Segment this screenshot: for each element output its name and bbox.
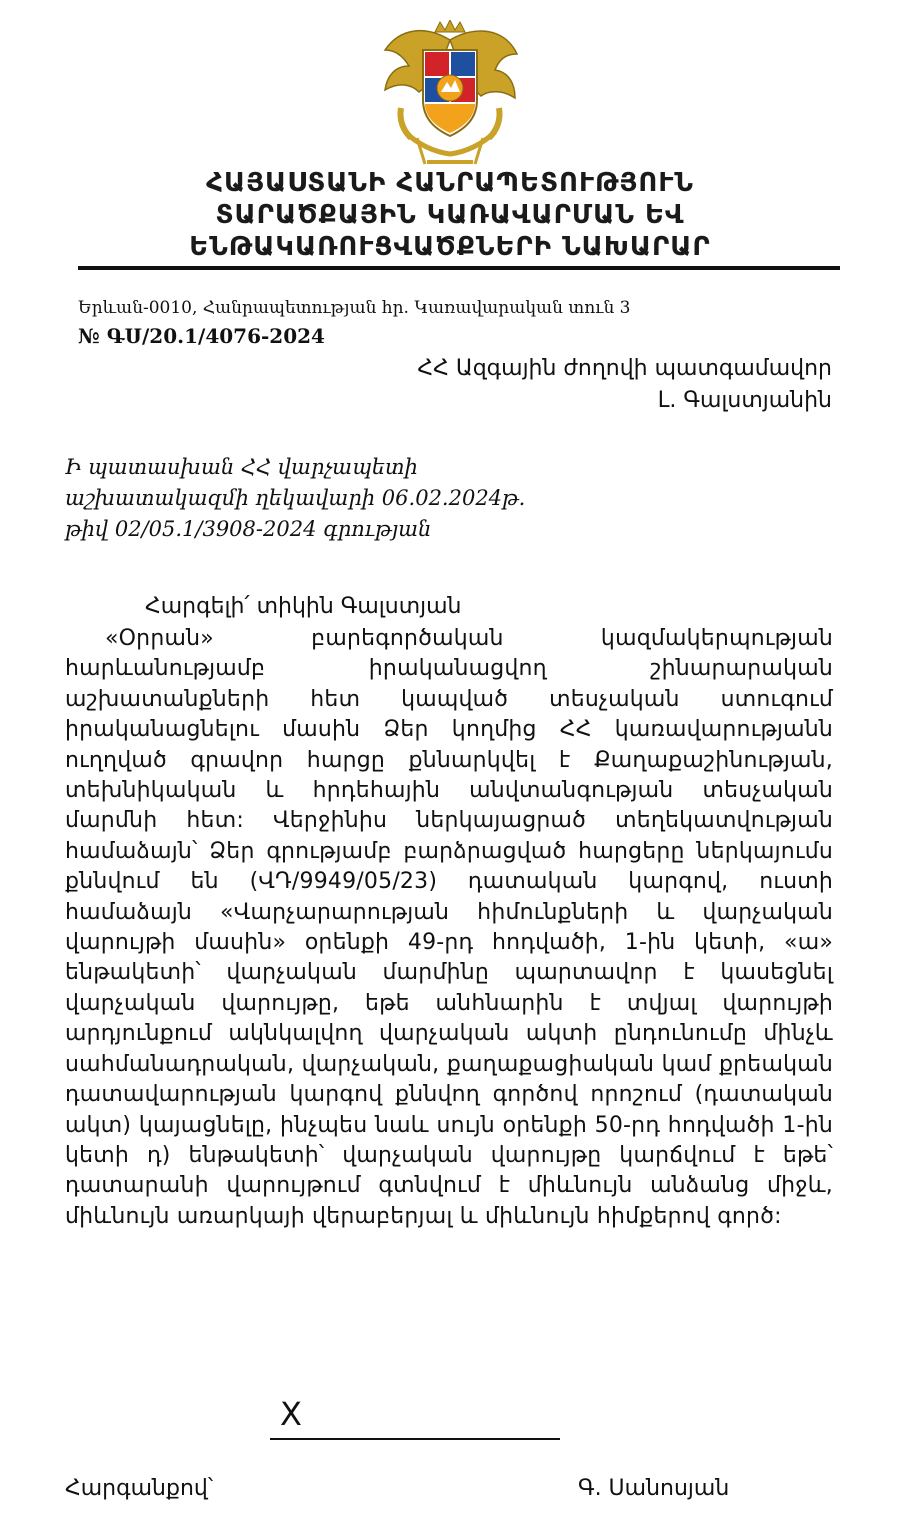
- closing-respect: Հարգանքով՝: [65, 1476, 214, 1501]
- addressee-name: Լ. Գալստյանին: [657, 388, 832, 413]
- salutation: Հարգելի՛ տիկին Գալստյան: [145, 594, 462, 619]
- reply-line-1: Ի պատասխան ՀՀ վարչապետի: [65, 455, 418, 479]
- coat-of-arms-emblem: [365, 20, 535, 170]
- reply-reference: [65, 452, 625, 545]
- addressee-title: ՀՀ Ազգային ժողովի պատգամավոր: [417, 356, 832, 381]
- addressee-block: [417, 353, 832, 417]
- signature-mark: X: [280, 1395, 302, 1433]
- header-line-1: ՀԱՅԱՍՏԱՆԻ ՀԱՆՐԱՊԵՏՈՒԹՅՈՒՆ: [206, 168, 694, 198]
- header-line-3: ԵՆԹԱԿԱՌՈՒՑՎԱԾՔՆԵՐԻ ՆԱԽԱՐԱՐ: [189, 232, 711, 262]
- signature-line: [270, 1438, 560, 1440]
- signer-name: Գ. Սանոսյան: [578, 1476, 730, 1501]
- header-divider: [78, 266, 840, 270]
- reply-line-3: թիվ 02/05.1/3908-2024 գրության: [65, 517, 432, 541]
- document-number: № ԳՍ/20.1/4076-2024: [78, 324, 325, 348]
- sender-address: Երևան-0010, Հանրապետության հր. Կառավարական տուն 3: [78, 298, 631, 318]
- letter-body: «Օրրան» բարեգործական կազմակերպության հարևանությամբ իրականացվող շինարարական աշխատանքների հետ կապված տեսչական ստուգում իրականացնելու մասին Ձեր կողմից ՀՀ կառավարությանն ուղղված գրավոր հարցը քննարկվել է Քաղաքաշինության, տեխնիկական և հրդեհային անվտանգության տեսչական մարմնի հետ: Վերջինիս ներկայացրած տեղեկատվության համաձայն՝ Ձեր գրությամբ բարձրացված հարցերը ներկայումս քննվում են (ՎԴ/9949/05/23) դատական կարգով, ուստի համաձայն «Վարչարարության հիմունքների և վարչական վարույթի մասին» օրենքի 49-րդ հոդվածի, 1-ին կետի, «ա» ենթակետի՝ վարչական մարմինը պարտավոր է կասեցնել վարչական վարույթը, եթե անհնարին է տվյալ վարույթի արդյունքում ակնկալվող վարչական ակտի ընդունումը մինչև սահմանադրական, վարչական, քաղաքացիական կամ քրեական դատավարության կարգով քննվող գործով որոշում (դատական ակտ) կայացնելը, ինչպես նաև սույն օրենքի 50-րդ հոդվածի 1-ին կետի դ) ենթակետի՝ վարչական վարույթը կարճվում է եթե՝ դատարանի վարույթում գտնվում է միևնույն անձանց միջև, միևնույն առարկայի վերաբերյալ և միևնույն հիմքերով գործ:: [65, 626, 833, 1229]
- reply-line-2: աշխատակազմի ղեկավարի 06.02.2024թ.: [65, 486, 526, 510]
- header-line-2: ՏԱՐԱԾՔԱՅԻՆ ԿԱՌԱՎԱՐՄԱՆ ԵՎ: [215, 200, 685, 230]
